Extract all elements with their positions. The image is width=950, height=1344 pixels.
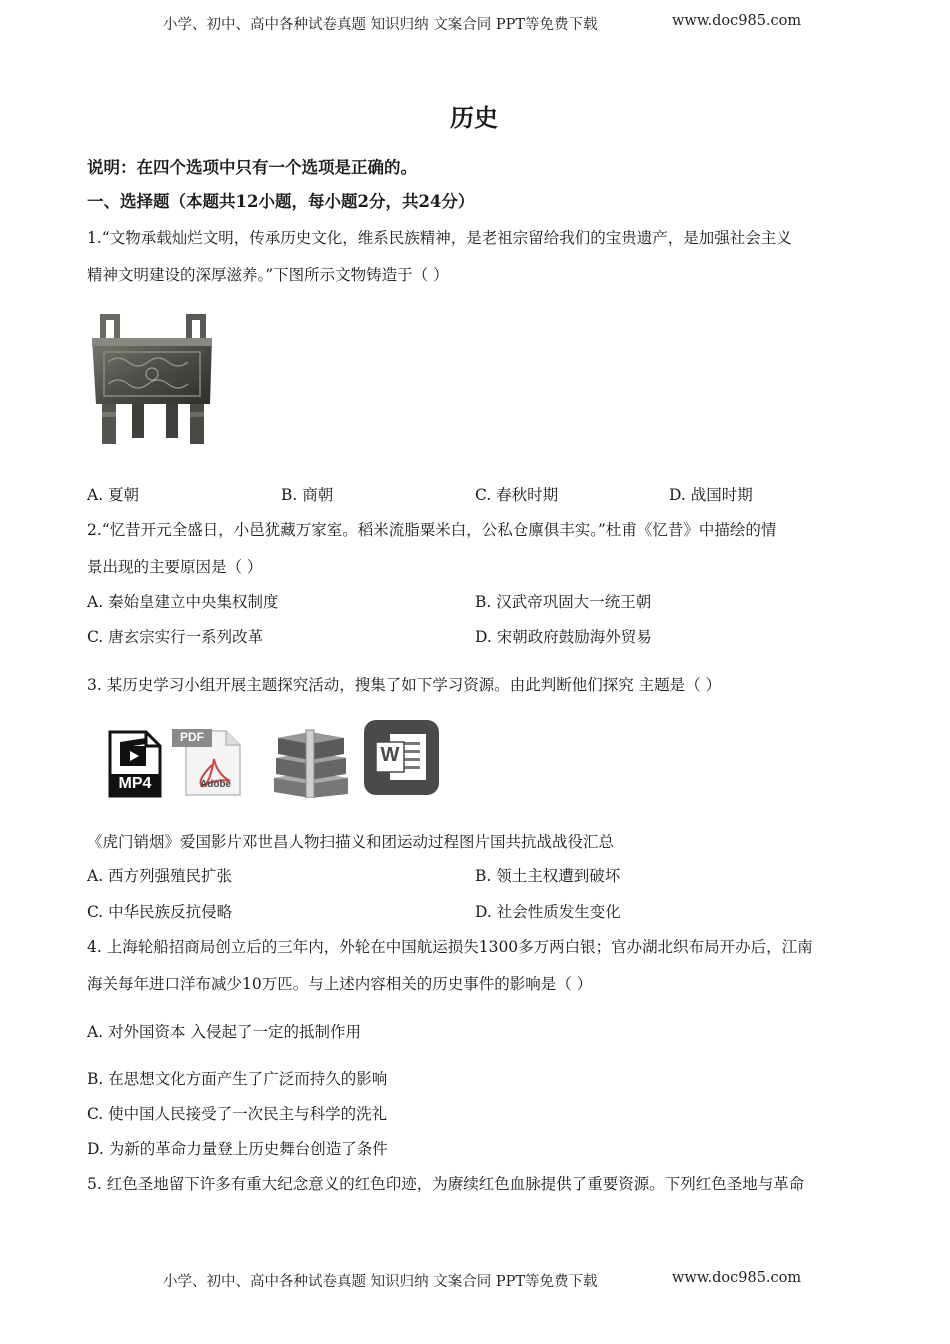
q2-option-b: B. 汉武帝巩固大一统王朝 xyxy=(475,593,652,611)
q4-line1: 4. 上海轮船招商局创立后的三年内，外轮在中国航运损失1300多万两白银；官办湖北织布局开办后，江南 xyxy=(87,938,813,956)
q3-option-c: C. 中华民族反抗侵略 xyxy=(87,903,233,921)
q2-option-d: D. 宋朝政府鼓励海外贸易 xyxy=(475,628,652,646)
header-text: 小学、初中、高中各种试卷真题 知识归纳 文案合同 PPT等免费下载 xyxy=(163,17,598,33)
q1-option-d: D. 战国时期 xyxy=(669,486,753,504)
q2-option-a: A. 秦始皇建立中央集权制度 xyxy=(87,593,279,611)
q2-line2: 景出现的主要原因是（ ） xyxy=(87,558,263,576)
q1-option-b: B. 商朝 xyxy=(281,486,334,504)
footer-text: 小学、初中、高中各种试卷真题 知识归纳 文案合同 PPT等免费下载 xyxy=(163,1274,598,1290)
adobe-label: Adobe xyxy=(200,779,232,790)
q2-option-c: C. 唐玄宗实行一系列改革 xyxy=(87,628,264,646)
q1-option-c: C. 春秋时期 xyxy=(475,486,559,504)
pdf-file-icon xyxy=(172,727,244,797)
word-label: W xyxy=(380,744,400,766)
q3-option-b: B. 领土主权遭到破坏 xyxy=(475,867,621,885)
bronze-ding-image xyxy=(88,312,218,448)
q3-option-a: A. 西方列强殖民扩张 xyxy=(87,867,233,885)
header-url[interactable]: www.doc985.com xyxy=(672,13,802,29)
q4-line2: 海关每年进口洋布减少10万匹。与上述内容相关的历史事件的影响是（ ） xyxy=(87,975,593,993)
section-heading: 一、选择题（本题共12小题，每小题2分，共24分） xyxy=(87,192,475,211)
word-doc-icon xyxy=(364,720,439,795)
q1-option-a: A. 夏朝 xyxy=(87,486,140,504)
q3-line1: 3. 某历史学习小组开展主题探究活动，搜集了如下学习资源。由此判断他们探究 主题是（ ） xyxy=(87,676,722,694)
q3-resources: 《虎门销烟》爱国影片邓世昌人物扫描义和团运动过程图片国共抗战战役汇总 xyxy=(87,833,615,851)
page-title: 历史 xyxy=(450,103,498,132)
q1-line1: 1.“文物承载灿烂文明，传承历史文化，维系民族精神，是老祖宗留给我们的宝贵遗产，是加强社会主义 xyxy=(87,229,792,247)
q3-option-d: D. 社会性质发生变化 xyxy=(475,903,621,921)
archive-books-icon xyxy=(270,728,350,798)
q1-line2: 精神文明建设的深厚滋养。”下图所示文物铸造于（ ） xyxy=(87,266,449,284)
q2-line1: 2.“忆昔开元全盛日，小邑犹藏万家室。稻米流脂粟米白，公私仓廪俱丰实。”杜甫《忆昔》中描绘的情 xyxy=(87,521,777,539)
footer-url[interactable]: www.doc985.com xyxy=(672,1270,802,1286)
q4-option-a: A. 对外国资本 入侵起了一定的抵制作用 xyxy=(87,1023,361,1041)
q5-line1: 5. 红色圣地留下许多有重大纪念意义的红色印迹，为赓续红色血脉提供了重要资源。下列红色圣地与革命 xyxy=(87,1175,805,1193)
q4-option-d: D. 为新的革命力量登上历史舞台创造了条件 xyxy=(87,1140,388,1158)
mp4-label: MP4 xyxy=(118,775,152,792)
instruction: 说明：在四个选项中只有一个选项是正确的。 xyxy=(87,158,417,177)
pdf-label: PDF xyxy=(180,730,204,744)
mp4-file-icon xyxy=(108,730,162,798)
q4-option-b: B. 在思想文化方面产生了广泛而持久的影响 xyxy=(87,1070,388,1088)
q4-option-c: C. 使中国人民接受了一次民主与科学的洗礼 xyxy=(87,1105,388,1123)
